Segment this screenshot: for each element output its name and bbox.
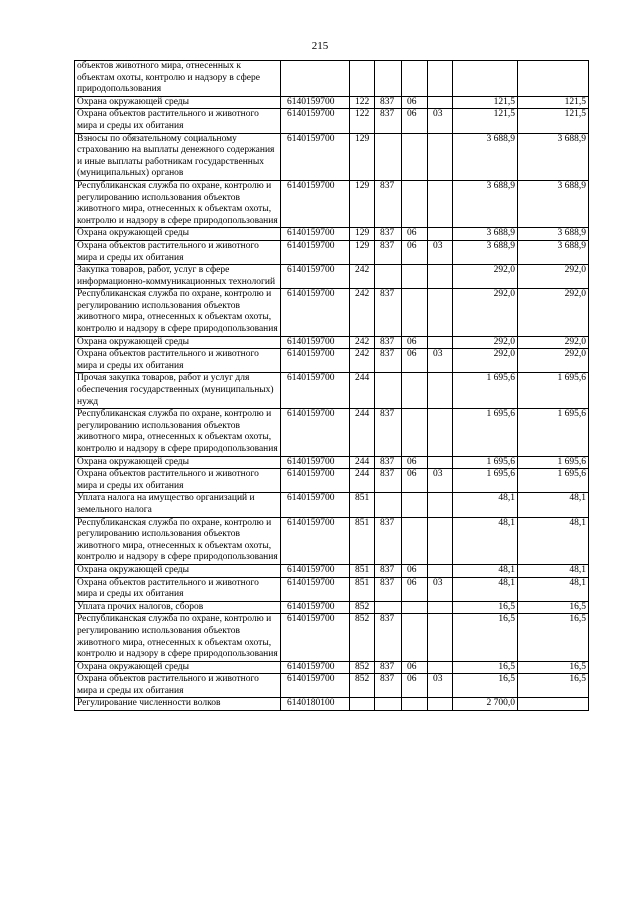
cell-code: 6140159700 (281, 240, 350, 264)
cell-rz (402, 614, 428, 661)
cell-sum: 16,5 (453, 614, 518, 661)
cell-name: Регулирование численности волков (75, 698, 281, 711)
cell-ved: 837 (375, 614, 402, 661)
cell-name: Охрана окружающей среды (75, 96, 281, 109)
cell-total: 1 695,6 (518, 409, 589, 456)
cell-rz (402, 517, 428, 564)
cell-total: 292,0 (518, 289, 589, 336)
cell-pr (428, 61, 453, 97)
cell-code: 6140159700 (281, 265, 350, 289)
cell-rz (402, 61, 428, 97)
cell-code: 6140159700 (281, 564, 350, 577)
cell-name: Охрана окружающей среды (75, 336, 281, 349)
cell-kvr: 244 (350, 456, 375, 469)
cell-total: 121,5 (518, 109, 589, 133)
cell-sum: 121,5 (453, 96, 518, 109)
cell-total: 292,0 (518, 336, 589, 349)
cell-name: Охрана объектов растительного и животного мира и среды их обитания (75, 469, 281, 493)
cell-ved: 837 (375, 180, 402, 227)
cell-kvr: 852 (350, 661, 375, 674)
cell-ved: 837 (375, 240, 402, 264)
cell-ved: 837 (375, 577, 402, 601)
cell-name: Республиканская служба по охране, контролю и регулированию использования объектов животного мира, отнесенных к объектам охоты, контролю и надзору в сфере природопользования (75, 289, 281, 336)
cell-kvr: 242 (350, 349, 375, 373)
cell-kvr (350, 698, 375, 711)
cell-kvr: 851 (350, 577, 375, 601)
table-row (75, 228, 589, 241)
cell-kvr: 122 (350, 109, 375, 133)
cell-rz: 06 (402, 336, 428, 349)
cell-total (518, 61, 589, 97)
cell-name: Охрана объектов растительного и животного мира и среды их обитания (75, 674, 281, 698)
cell-kvr: 122 (350, 96, 375, 109)
budget-table (74, 60, 589, 711)
cell-name: Охрана объектов растительного и животного мира и среды их обитания (75, 349, 281, 373)
cell-rz: 06 (402, 469, 428, 493)
cell-total: 16,5 (518, 674, 589, 698)
cell-ved (375, 61, 402, 97)
cell-code: 6140159700 (281, 614, 350, 661)
cell-code: 6140159700 (281, 517, 350, 564)
table-row (75, 349, 589, 373)
cell-sum: 1 695,6 (453, 373, 518, 409)
cell-name: Охрана окружающей среды (75, 661, 281, 674)
cell-rz: 06 (402, 109, 428, 133)
table-row (75, 661, 589, 674)
cell-name: Уплата прочих налогов, сборов (75, 601, 281, 614)
cell-ved (375, 373, 402, 409)
cell-pr: 03 (428, 109, 453, 133)
cell-name: Охрана объектов растительного и животного мира и среды их обитания (75, 109, 281, 133)
cell-name: Охрана объектов растительного и животного мира и среды их обитания (75, 240, 281, 264)
cell-code: 6140159700 (281, 373, 350, 409)
table-row (75, 109, 589, 133)
cell-pr (428, 373, 453, 409)
table-body (75, 61, 589, 711)
cell-kvr: 851 (350, 517, 375, 564)
cell-code: 6140159700 (281, 469, 350, 493)
cell-rz (402, 265, 428, 289)
table-row (75, 96, 589, 109)
cell-rz (402, 493, 428, 517)
cell-code: 6140159700 (281, 96, 350, 109)
cell-name: Охрана объектов растительного и животного мира и среды их обитания (75, 577, 281, 601)
cell-total: 3 688,9 (518, 180, 589, 227)
table-row (75, 180, 589, 227)
cell-total: 16,5 (518, 614, 589, 661)
cell-kvr: 129 (350, 228, 375, 241)
cell-rz: 06 (402, 456, 428, 469)
cell-total: 48,1 (518, 493, 589, 517)
cell-ved (375, 493, 402, 517)
cell-kvr: 129 (350, 240, 375, 264)
cell-pr (428, 493, 453, 517)
table-row (75, 577, 589, 601)
cell-kvr: 242 (350, 336, 375, 349)
cell-name: Охрана окружающей среды (75, 228, 281, 241)
cell-ved: 837 (375, 109, 402, 133)
cell-sum: 1 695,6 (453, 456, 518, 469)
cell-code: 6140159700 (281, 456, 350, 469)
cell-kvr: 129 (350, 133, 375, 180)
cell-pr (428, 517, 453, 564)
table-row (75, 601, 589, 614)
cell-name: Уплата налога на имущество организаций и земельного налога (75, 493, 281, 517)
cell-sum: 3 688,9 (453, 133, 518, 180)
cell-sum: 3 688,9 (453, 180, 518, 227)
table-row (75, 698, 589, 711)
cell-total: 3 688,9 (518, 133, 589, 180)
cell-sum: 292,0 (453, 336, 518, 349)
table-row (75, 240, 589, 264)
cell-sum: 48,1 (453, 517, 518, 564)
cell-total: 3 688,9 (518, 240, 589, 264)
cell-kvr: 242 (350, 265, 375, 289)
cell-name: Взносы по обязательному социальному страхованию на выплаты денежного содержания и иные выплаты работникам государственных (муниципальных) органов (75, 133, 281, 180)
table-row (75, 289, 589, 336)
cell-pr (428, 228, 453, 241)
cell-total: 1 695,6 (518, 373, 589, 409)
cell-ved: 837 (375, 674, 402, 698)
cell-code: 6140159700 (281, 289, 350, 336)
cell-ved: 837 (375, 96, 402, 109)
cell-rz (402, 133, 428, 180)
cell-ved: 837 (375, 409, 402, 456)
cell-code: 6140159700 (281, 180, 350, 227)
cell-ved (375, 133, 402, 180)
page-number: 215 (311, 40, 329, 52)
cell-total: 16,5 (518, 601, 589, 614)
cell-name: Республиканская служба по охране, контролю и регулированию использования объектов животного мира, отнесенных к объектам охоты, контролю и надзору в сфере природопользования (75, 180, 281, 227)
cell-pr (428, 564, 453, 577)
table-row (75, 469, 589, 493)
cell-ved (375, 601, 402, 614)
cell-pr: 03 (428, 240, 453, 264)
table-row (75, 61, 589, 97)
cell-code: 6140159700 (281, 349, 350, 373)
cell-pr: 03 (428, 469, 453, 493)
cell-rz: 06 (402, 240, 428, 264)
cell-sum: 121,5 (453, 109, 518, 133)
cell-rz (402, 373, 428, 409)
cell-sum: 48,1 (453, 577, 518, 601)
cell-ved: 837 (375, 564, 402, 577)
cell-ved: 837 (375, 517, 402, 564)
cell-sum: 16,5 (453, 601, 518, 614)
cell-total: 16,5 (518, 661, 589, 674)
cell-code: 6140159700 (281, 409, 350, 456)
cell-name: Охрана окружающей среды (75, 564, 281, 577)
cell-ved: 837 (375, 336, 402, 349)
cell-code: 6140159700 (281, 577, 350, 601)
cell-sum: 292,0 (453, 265, 518, 289)
cell-sum: 3 688,9 (453, 240, 518, 264)
cell-name: Республиканская служба по охране, контролю и регулированию использования объектов животного мира, отнесенных к объектам охоты, контролю и надзору в сфере природопользования (75, 614, 281, 661)
cell-sum: 16,5 (453, 661, 518, 674)
cell-rz: 06 (402, 228, 428, 241)
cell-ved: 837 (375, 456, 402, 469)
table-row (75, 373, 589, 409)
cell-name: Прочая закупка товаров, работ и услуг для обеспечения государственных (муниципальных) нужд (75, 373, 281, 409)
cell-sum: 16,5 (453, 674, 518, 698)
cell-name: Охрана окружающей среды (75, 456, 281, 469)
cell-rz: 06 (402, 564, 428, 577)
cell-pr: 03 (428, 349, 453, 373)
table-row (75, 614, 589, 661)
cell-code: 6140159700 (281, 228, 350, 241)
cell-total (518, 698, 589, 711)
cell-total: 1 695,6 (518, 456, 589, 469)
cell-code (281, 61, 350, 97)
table-row (75, 674, 589, 698)
cell-kvr: 851 (350, 493, 375, 517)
cell-pr (428, 601, 453, 614)
cell-ved (375, 265, 402, 289)
cell-pr (428, 661, 453, 674)
cell-pr (428, 133, 453, 180)
cell-pr (428, 180, 453, 227)
cell-rz: 06 (402, 349, 428, 373)
cell-code: 6140159700 (281, 493, 350, 517)
cell-total: 3 688,9 (518, 228, 589, 241)
cell-code: 6140159700 (281, 336, 350, 349)
cell-sum: 48,1 (453, 493, 518, 517)
table-row (75, 493, 589, 517)
cell-sum: 1 695,6 (453, 409, 518, 456)
cell-kvr: 242 (350, 289, 375, 336)
cell-total: 48,1 (518, 564, 589, 577)
cell-sum: 3 688,9 (453, 228, 518, 241)
cell-total: 292,0 (518, 349, 589, 373)
cell-kvr: 244 (350, 469, 375, 493)
cell-sum: 1 695,6 (453, 469, 518, 493)
cell-rz (402, 409, 428, 456)
cell-rz: 06 (402, 96, 428, 109)
table-row (75, 265, 589, 289)
table-row (75, 517, 589, 564)
cell-pr (428, 614, 453, 661)
table-row (75, 564, 589, 577)
cell-pr: 03 (428, 674, 453, 698)
cell-sum: 2 700,0 (453, 698, 518, 711)
cell-pr (428, 265, 453, 289)
table-row (75, 456, 589, 469)
cell-total: 1 695,6 (518, 469, 589, 493)
cell-total: 121,5 (518, 96, 589, 109)
cell-rz: 06 (402, 674, 428, 698)
cell-total: 48,1 (518, 517, 589, 564)
cell-ved: 837 (375, 469, 402, 493)
cell-sum: 292,0 (453, 289, 518, 336)
table-row (75, 336, 589, 349)
cell-pr (428, 336, 453, 349)
cell-rz (402, 601, 428, 614)
cell-sum: 292,0 (453, 349, 518, 373)
cell-kvr: 852 (350, 601, 375, 614)
cell-rz (402, 180, 428, 227)
cell-sum (453, 61, 518, 97)
cell-kvr: 852 (350, 674, 375, 698)
cell-name: Республиканская служба по охране, контролю и регулированию использования объектов животного мира, отнесенных к объектам охоты, контролю и надзору в сфере природопользования (75, 517, 281, 564)
cell-rz (402, 698, 428, 711)
table-row (75, 409, 589, 456)
cell-code: 6140159700 (281, 674, 350, 698)
cell-rz (402, 289, 428, 336)
cell-ved (375, 698, 402, 711)
cell-total: 292,0 (518, 265, 589, 289)
cell-code: 6140159700 (281, 109, 350, 133)
cell-kvr: 129 (350, 180, 375, 227)
cell-kvr (350, 61, 375, 97)
cell-ved: 837 (375, 661, 402, 674)
cell-name: Закупка товаров, работ, услуг в сфере информационно-коммуникационных технологий (75, 265, 281, 289)
cell-code: 6140159700 (281, 133, 350, 180)
cell-pr (428, 409, 453, 456)
cell-name: объектов животного мира, отнесенных к объектам охоты, контролю и надзору в сфере природопользования (75, 61, 281, 97)
cell-sum: 48,1 (453, 564, 518, 577)
cell-rz: 06 (402, 661, 428, 674)
cell-kvr: 852 (350, 614, 375, 661)
cell-kvr: 851 (350, 564, 375, 577)
cell-pr (428, 96, 453, 109)
cell-name: Республиканская служба по охране, контролю и регулированию использования объектов животного мира, отнесенных к объектам охоты, контролю и надзору в сфере природопользования (75, 409, 281, 456)
cell-pr: 03 (428, 577, 453, 601)
cell-pr (428, 698, 453, 711)
cell-kvr: 244 (350, 409, 375, 456)
cell-ved: 837 (375, 349, 402, 373)
cell-ved: 837 (375, 228, 402, 241)
cell-ved: 837 (375, 289, 402, 336)
cell-pr (428, 456, 453, 469)
cell-code: 6140159700 (281, 601, 350, 614)
cell-kvr: 244 (350, 373, 375, 409)
cell-rz: 06 (402, 577, 428, 601)
cell-pr (428, 289, 453, 336)
cell-total: 48,1 (518, 577, 589, 601)
cell-code: 6140180100 (281, 698, 350, 711)
cell-code: 6140159700 (281, 661, 350, 674)
table-row (75, 133, 589, 180)
